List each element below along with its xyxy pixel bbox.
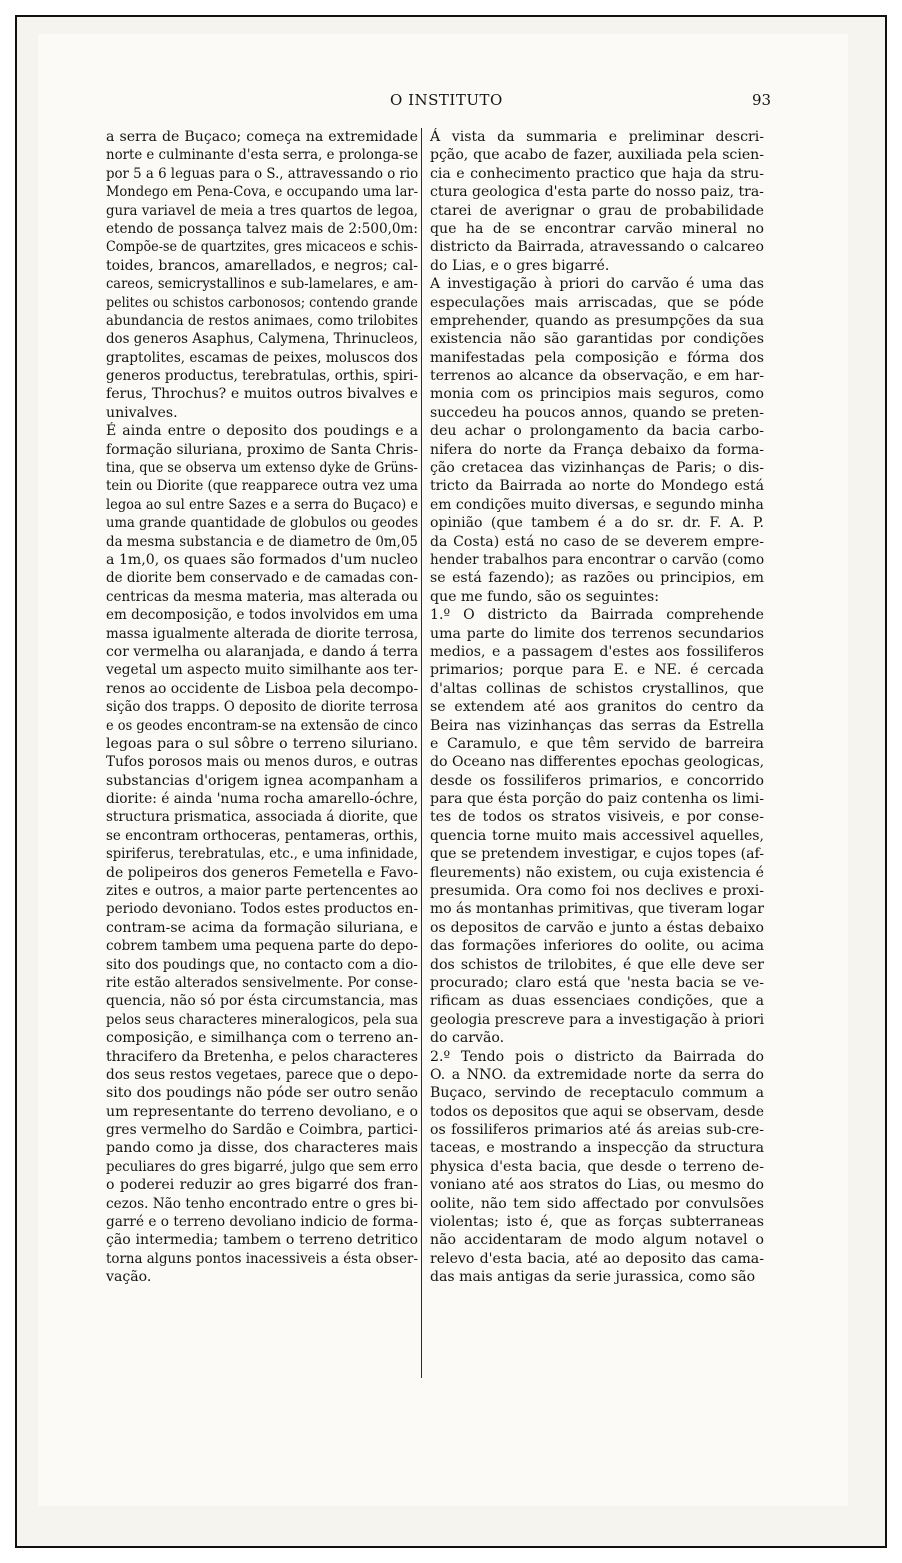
text-line: das mais antigas da serie jurassica, como são — [430, 1269, 756, 1286]
text-line: um representante do terreno devoliano, e o — [106, 1103, 419, 1120]
text-line: ferus, Throchus? e muitos outros bivalves e — [106, 386, 418, 403]
text-line: A investigação à priori do carvão é uma das — [430, 276, 765, 293]
text-line: centricas da mesma materia, mas alterada ou — [106, 588, 419, 605]
right-column — [430, 128, 764, 1287]
text-line: sito dos poudings que, no contacto com a dio- — [106, 956, 418, 973]
text-line: nifera do norte da França debaixo da forma- — [430, 441, 765, 458]
text-line: que ha de se encontrar carvão mineral no — [430, 220, 765, 237]
running-head: O INSTITUTO — [390, 91, 503, 109]
text-line: dos schistos de trilobites, é que elle deve ser — [430, 956, 764, 973]
text-line: quencia, não só por ésta circumstancia, mas — [106, 993, 418, 1010]
text-line: e os geodes encontram-se na extensão de cinco — [106, 717, 418, 734]
text-line: terrenos ao alcance da observação, e em har- — [430, 368, 765, 385]
text-line: deu achar o prolongamento da bacia carbo- — [430, 423, 764, 440]
text-line: uma grande quantidade de globulos ou geodes — [106, 515, 419, 532]
text-line: desde os fossiliferos primarios, e concorrido — [430, 772, 765, 789]
text-line: cia e conhecimento practico que haja da stru- — [430, 165, 764, 182]
text-line: peculiares do gres bigarré, julgo que sem erro — [106, 1158, 419, 1175]
text-line: da Costa) está no caso de se deverem empre- — [430, 533, 764, 550]
text-line: É ainda entre o deposito dos poudings e a — [106, 423, 419, 440]
text-line: succedeu ha poucos annos, quando se preten- — [430, 404, 765, 421]
text-line: cor vermelha ou alaranjada, e dando á terra — [106, 643, 419, 660]
text-line: se extendem até aos granitos do centro da — [430, 699, 764, 716]
text-line: para que ésta porção do paiz contenha os limi- — [430, 791, 764, 808]
text-line: thracifero da Bretenha, e pelos characteres — [106, 1048, 419, 1065]
text-line: rificam as duas essenciaes condições, que a — [430, 993, 764, 1010]
text-line: quencia torne muito mais accessivel aquelles, — [430, 827, 765, 844]
text-line: relevo d'esta bacia, até ao deposito das cama- — [430, 1250, 764, 1267]
text-line: oolite, não tem sido affectado por convulsões — [430, 1195, 764, 1212]
text-line: da mesma substancia e de diametro de 0m,05 — [106, 533, 418, 550]
text-line: abundancia de restos animaes, como trilobites — [106, 312, 419, 329]
text-line: spiriferus, terebratulas, etc., e uma infinidade, — [106, 846, 418, 863]
text-line: careos, semicrystallinos e sub-lamelares, e am- — [106, 276, 418, 293]
text-line: tein ou Diorite (que reapparece outra vez uma — [106, 478, 418, 495]
left-column — [106, 128, 418, 1287]
text-line: O. a NNO. da extremidade norte da serra do — [430, 1066, 765, 1083]
text-line: rite estão alterados sensivelmente. Por conse- — [106, 974, 418, 991]
text-line: contram-se acima da formação siluriana, e — [106, 919, 419, 936]
text-line: pando como ja disse, dos characteres mais — [106, 1140, 418, 1157]
text-line: Buçaco, servindo de receptaculo commum a — [430, 1085, 764, 1102]
text-line: composição, e similhança com o terreno an- — [106, 1030, 419, 1047]
text-line: do Lias, e o gres bigarré. — [430, 257, 610, 274]
text-line: vação. — [106, 1269, 152, 1286]
text-line: todos os depositos que aqui se observam, desde — [430, 1103, 765, 1120]
page-number: 93 — [752, 91, 772, 109]
text-line: hender trabalhos para encontrar o carvão (como — [430, 551, 765, 568]
text-line: emprehender, quando as presumpções da sua — [430, 312, 764, 329]
text-line: Mondego em Pena-Cova, e occupando uma lar- — [106, 184, 419, 201]
text-line: das formações inferiores do oolite, ou acima — [430, 938, 764, 955]
text-line: ctarei de averignar o grau de probabilidade — [430, 202, 765, 219]
text-line: tricto da Bairrada ao norte do Mondego está — [430, 478, 764, 495]
text-line: em decomposição, e todos involvidos em uma — [106, 607, 419, 624]
text-line: pelites ou schistos carbonosos; contendo grande — [106, 294, 418, 311]
text-line: os depositos de carvão e junto a éstas debaixo — [430, 919, 765, 936]
text-line: zites e outros, a maior parte pertencentes ao — [106, 883, 419, 900]
text-line: tina, que se observa um extenso dyke de Grüns- — [106, 460, 418, 477]
text-line: uma parte do limite dos terrenos secundarios — [430, 625, 764, 642]
text-line: opinião (que tambem é a do sr. dr. F. A. P. — [430, 515, 764, 532]
text-line: fleurements) não existem, ou cuja existencia é — [430, 864, 764, 881]
text-line: legoas para o sul sôbre o terreno siluriano. — [106, 735, 419, 752]
text-line: sição dos trapps. O deposito de diorite terrosa — [106, 699, 419, 716]
text-line: sito dos poudings não póde ser outro senão — [106, 1085, 418, 1102]
text-line: de diorite bem conservado e de camadas con- — [106, 570, 418, 587]
text-line: existencia não são garantidas por condições — [430, 331, 764, 348]
text-line: geologia prescreve para a investigação à priori — [430, 1011, 765, 1028]
text-line: renos ao occidente de Lisboa pela decompo- — [106, 680, 419, 697]
text-line: de polipeiros dos generos Femetella e Favo- — [106, 864, 419, 881]
text-line: se está fazendo); as razões ou principios, em — [430, 570, 764, 587]
text-line: Compõe-se de quartzites, gres micaceos e schis- — [106, 239, 418, 256]
text-line: voniano até aos stratos do Lias, ou mesmo do — [430, 1177, 765, 1194]
text-line: dos seus restos vegetaes, parece que o depo- — [106, 1066, 419, 1083]
text-line: Tufos porosos mais ou menos duros, e outras — [106, 754, 419, 771]
text-line: diorite: é ainda 'numa rocha amarello-óchre, — [106, 791, 419, 808]
text-line: districto da Bairrada, atravessando o calcareo — [430, 239, 764, 256]
text-line: especulações mais arriscadas, que se póde — [430, 294, 765, 311]
text-line: do carvão. — [430, 1030, 505, 1047]
text-line: se encontram orthoceras, pentameras, orthis, — [106, 827, 418, 844]
text-line: etendo de possança talvez mais de 2:500,0m: — [106, 220, 418, 237]
text-line: ctura geologica d'esta parte do nosso paiz, tra- — [430, 184, 764, 201]
text-line: violentas; isto é, que as forças subterraneas — [430, 1214, 765, 1231]
text-line: torna alguns pontos inacessiveis a ésta obser- — [106, 1250, 418, 1267]
text-line: os fossiliferos primarios até ás areias sub-cre- — [430, 1122, 765, 1139]
text-line: por 5 a 6 leguas para o S., attravessando o rio — [106, 165, 419, 182]
text-line: gura variavel de meia a tres quartos de legoa, — [106, 202, 419, 219]
text-line: legoa ao sul entre Sazes e a serra do Buçaco) e — [106, 496, 419, 513]
text-line: vegetal um aspecto muito similhante aos ter- — [106, 662, 419, 679]
text-line: Beira nas vizinhanças das serras da Estrella — [430, 717, 765, 734]
text-line: pção, que acabo de fazer, auxiliada pela scien- — [430, 147, 765, 164]
text-line: d'altas collinas de schistos crystallinos, que — [430, 680, 764, 697]
text-line: presumida. Ora como foi nos declives e proxi- — [430, 883, 765, 900]
text-line: mo ás montanhas primitivas, que tiveram logar — [430, 901, 765, 918]
text-line: a serra de Buçaco; começa na extremidade — [106, 129, 418, 145]
text-line: em condições muito diversas, e segundo minha — [430, 496, 764, 513]
text-line: formação siluriana, proximo de Santa Chris- — [106, 441, 419, 458]
text-line: generos productus, terebratulas, orthis, spiri- — [106, 368, 419, 385]
text-line: dos generos Asaphus, Calymena, Thrinucleos, — [106, 331, 418, 348]
text-line: Á vista da summaria e preliminar descri- — [430, 129, 764, 145]
text-line: o poderei reduzir ao gres bigarré dos fran- — [106, 1177, 419, 1194]
column-divider — [421, 128, 422, 1378]
text-line: pelos seus characteres mineralogicos, pela sua — [106, 1011, 419, 1028]
text-line: monia com os principios mais seguros, como — [430, 386, 764, 403]
text-line: 1.º O districto da Bairrada comprehende — [430, 607, 764, 624]
text-line: que me fundo, são os seguintes: — [430, 588, 659, 605]
text-line: 2.º Tendo pois o districto da Bairrada do — [430, 1048, 764, 1065]
text-line: structura prismatica, associada á diorite, que — [106, 809, 418, 826]
text-line: do Oceano nas differentes epochas geologicas, — [430, 754, 765, 771]
text-line: procurado; claro está que 'nesta bacia se ve- — [430, 974, 764, 991]
text-line: que se pretendem investigar, e cujos topes (af- — [430, 846, 765, 863]
text-line: medios, e a passagem d'estes aos fossiliferos — [430, 643, 765, 660]
text-line: massa igualmente alterada de diorite terrosa, — [106, 625, 419, 642]
text-line: taceas, e mostrando a inspecção da structura — [430, 1140, 764, 1157]
text-line: univalves. — [106, 404, 178, 421]
text-line: cobrem tambem uma pequena parte do depo- — [106, 938, 418, 955]
text-line: cezos. Não tenho encontrado entre o gres bi- — [106, 1195, 418, 1212]
text-line: periodo devoniano. Todos estes productos en- — [106, 901, 419, 918]
text-line: graptolites, escamas de peixes, moluscos dos — [106, 349, 418, 366]
text-line: não accidentaram de modo algum notavel o — [430, 1232, 764, 1249]
text-line: physica d'esta bacia, que desde o terreno de- — [430, 1158, 765, 1175]
text-line: ção intermedia; tambem o terreno detritico — [106, 1232, 418, 1249]
text-line: primarios; porque para E. e NE. é cercada — [430, 662, 764, 679]
text-line: norte e culminante d'esta serra, e prolonga-se — [106, 147, 419, 164]
text-line: gres vermelho do Sardão e Coimbra, partici- — [106, 1122, 418, 1139]
text-line: garré e o terreno devoliano indicio de forma- — [106, 1214, 418, 1231]
text-line: ção cretacea das vizinhanças de Paris; o dis- — [430, 460, 764, 477]
text-line: toides, brancos, amarellados, e negros; cal- — [106, 257, 418, 274]
text-line: tes de todos os stratos visiveis, e por conse- — [430, 809, 764, 826]
text-line: e Caramulo, e que têm servido de barreira — [430, 735, 764, 752]
text-line: a 1m,0, os quaes são formados d'um nucleo — [106, 551, 419, 568]
text-line: manifestadas pela composição e fórma dos — [430, 349, 764, 366]
text-line: substancias d'origem ignea acompanham a — [106, 772, 418, 789]
